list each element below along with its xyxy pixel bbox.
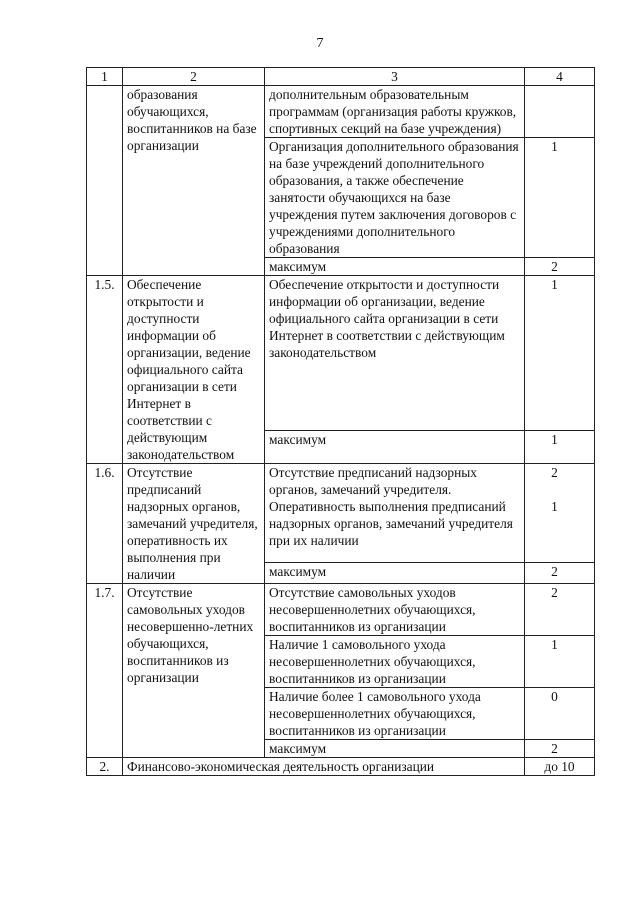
criterion-name: Отсутствие самовольных уходов несовершенно-летних обучающихся, воспитанников из организации	[123, 584, 265, 758]
indicator-score: 1	[525, 276, 595, 431]
indicator-score-b: 1	[551, 499, 558, 514]
indicator-score: 0	[525, 688, 595, 740]
maximum-score: 2	[525, 563, 595, 584]
indicator-score	[525, 464, 595, 563]
indicator-text: Отсутствие самовольных уходов несовершеннолетних обучающихся, воспитанников из организации	[265, 584, 525, 636]
header-col-3: 3	[265, 68, 525, 86]
maximum-score: 2	[525, 740, 595, 758]
table-row	[87, 86, 595, 138]
indicator-score: 1	[525, 138, 595, 258]
row-number	[87, 86, 123, 276]
row-number: 1.6.	[87, 464, 123, 584]
indicator-text: Организация дополнительного образования на базе учреждений дополнительного образования, а также обеспечение занятости обучающихся на базе учреждения путем заключения договоров с учреждениями дополнительного образования	[265, 138, 525, 258]
table-row	[87, 584, 595, 636]
maximum-label: максимум	[265, 431, 525, 464]
indicator-text	[265, 464, 525, 563]
table-row	[87, 758, 595, 776]
table-row	[87, 276, 595, 431]
header-col-4: 4	[525, 68, 595, 86]
indicator-text: Обеспечение открытости и доступности информации об организации, ведение официального сайта организации в сети Интернет в соответствии с действующим законодательством	[265, 276, 525, 431]
indicator-score: 1	[525, 636, 595, 688]
section-score: до 10	[525, 758, 595, 776]
header-col-1: 1	[87, 68, 123, 86]
criterion-name: образования обучающихся, воспитанников на базе организации	[123, 86, 265, 276]
indicator-text: Наличие более 1 самовольного ухода несовершеннолетних обучающихся, воспитанников из организации	[265, 688, 525, 740]
maximum-label: максимум	[265, 258, 525, 276]
indicator-score-a: 2	[551, 465, 558, 480]
indicator-text: дополнительным образовательным программам (организация работы кружков, спортивных секций на базе учреждения)	[265, 86, 525, 138]
maximum-score: 1	[525, 431, 595, 464]
indicator-text-b: Оперативность выполнения предписаний надзорных органов, замечаний учредителя при их наличии	[269, 499, 513, 548]
maximum-score: 2	[525, 258, 595, 276]
maximum-label: максимум	[265, 563, 525, 584]
table-header-row	[87, 68, 595, 86]
row-number: 2.	[87, 758, 123, 776]
criterion-name: Обеспечение открытости и доступности информации об организации, ведение официального сайта организации в сети Интернет в соответствии с действующим законодательством	[123, 276, 265, 464]
header-col-2: 2	[123, 68, 265, 86]
indicator-score: 2	[525, 584, 595, 636]
maximum-label: максимум	[265, 740, 525, 758]
criterion-name: Отсутствие предписаний надзорных органов, замечаний учредителя, оперативность их выполнения при наличии	[123, 464, 265, 584]
section-title: Финансово-экономическая деятельность организации	[123, 758, 525, 776]
indicator-score	[525, 86, 595, 138]
indicator-text: Наличие 1 самовольного ухода несовершеннолетних обучающихся, воспитанников из организации	[265, 636, 525, 688]
page-number: 7	[316, 36, 324, 51]
row-number: 1.7.	[87, 584, 123, 758]
table-row	[87, 464, 595, 563]
indicator-text-a: Отсутствие предписаний надзорных органов, замечаний учредителя.	[269, 465, 477, 497]
row-number: 1.5.	[87, 276, 123, 464]
criteria-table	[86, 67, 595, 776]
